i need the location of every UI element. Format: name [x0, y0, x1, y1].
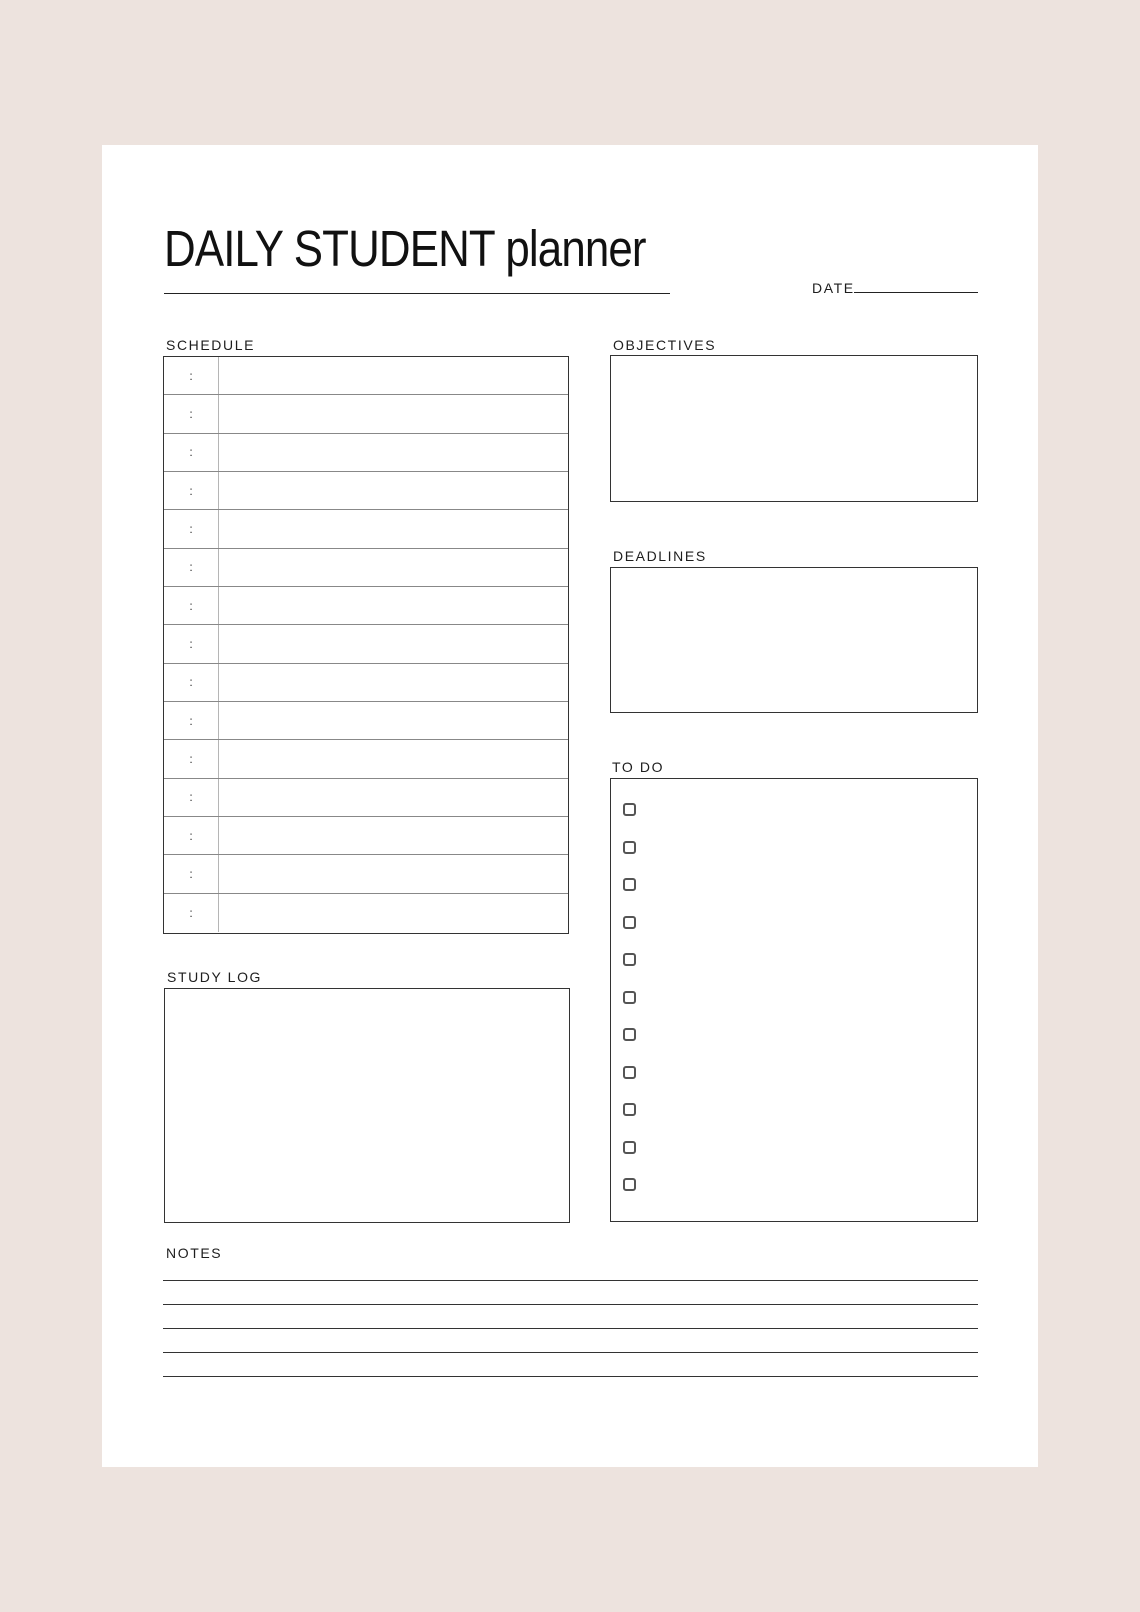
title-underline	[164, 293, 670, 294]
checkbox-icon[interactable]	[623, 1028, 636, 1041]
schedule-row[interactable]	[164, 855, 568, 893]
schedule-row[interactable]	[164, 702, 568, 740]
schedule-row[interactable]	[164, 587, 568, 625]
objectives-box[interactable]	[610, 355, 978, 502]
deadlines-box[interactable]	[610, 567, 978, 713]
schedule-row[interactable]	[164, 894, 568, 932]
schedule-row[interactable]	[164, 664, 568, 702]
notes-label: NOTES	[166, 1245, 223, 1261]
schedule-time-cell[interactable]: :	[164, 510, 219, 547]
checkbox-icon[interactable]	[623, 1103, 636, 1116]
schedule-time-cell[interactable]: :	[164, 549, 219, 586]
schedule-time-cell[interactable]: :	[164, 625, 219, 662]
todo-label: TO DO	[612, 759, 665, 775]
study-log-label: STUDY LOG	[167, 969, 263, 985]
notes-line[interactable]	[163, 1280, 978, 1281]
schedule-row[interactable]	[164, 817, 568, 855]
schedule-row[interactable]	[164, 740, 568, 778]
schedule-row[interactable]	[164, 395, 568, 433]
study-log-box[interactable]	[164, 988, 570, 1223]
checkbox-icon[interactable]	[623, 841, 636, 854]
checkbox-icon[interactable]	[623, 991, 636, 1004]
schedule-time-cell[interactable]: :	[164, 702, 219, 739]
schedule-time-cell[interactable]: :	[164, 664, 219, 701]
planner-sheet	[102, 145, 1038, 1467]
schedule-time-cell[interactable]: :	[164, 587, 219, 624]
schedule-time-cell[interactable]: :	[164, 817, 219, 854]
schedule-time-cell[interactable]: :	[164, 357, 219, 394]
schedule-row[interactable]	[164, 779, 568, 817]
schedule-time-cell[interactable]: :	[164, 395, 219, 432]
notes-line[interactable]	[163, 1376, 978, 1377]
checkbox-icon[interactable]	[623, 1141, 636, 1154]
notes-line[interactable]	[163, 1304, 978, 1305]
schedule-row[interactable]	[164, 625, 568, 663]
date-field-line[interactable]	[854, 292, 978, 293]
schedule-time-cell[interactable]: :	[164, 855, 219, 892]
notes-line[interactable]	[163, 1352, 978, 1353]
checkbox-icon[interactable]	[623, 803, 636, 816]
schedule-time-cell[interactable]: :	[164, 472, 219, 509]
schedule-row[interactable]	[164, 434, 568, 472]
checkbox-icon[interactable]	[623, 916, 636, 929]
schedule-time-cell[interactable]: :	[164, 779, 219, 816]
todo-box	[610, 778, 978, 1222]
schedule-row[interactable]	[164, 357, 568, 395]
notes-line[interactable]	[163, 1328, 978, 1329]
schedule-time-cell[interactable]: :	[164, 894, 219, 932]
schedule-time-cell[interactable]: :	[164, 740, 219, 777]
deadlines-label: DEADLINES	[613, 548, 707, 564]
schedule-table	[163, 356, 569, 934]
date-label: DATE	[812, 280, 855, 296]
checkbox-icon[interactable]	[623, 953, 636, 966]
schedule-row[interactable]	[164, 549, 568, 587]
checkbox-icon[interactable]	[623, 878, 636, 891]
objectives-label: OBJECTIVES	[613, 337, 717, 353]
checkbox-icon[interactable]	[623, 1066, 636, 1079]
schedule-time-cell[interactable]: :	[164, 434, 219, 471]
schedule-label: SCHEDULE	[166, 337, 256, 353]
page-title: DAILY STUDENT planner	[164, 220, 646, 277]
schedule-row[interactable]	[164, 510, 568, 548]
checkbox-icon[interactable]	[623, 1178, 636, 1191]
schedule-row[interactable]	[164, 472, 568, 510]
